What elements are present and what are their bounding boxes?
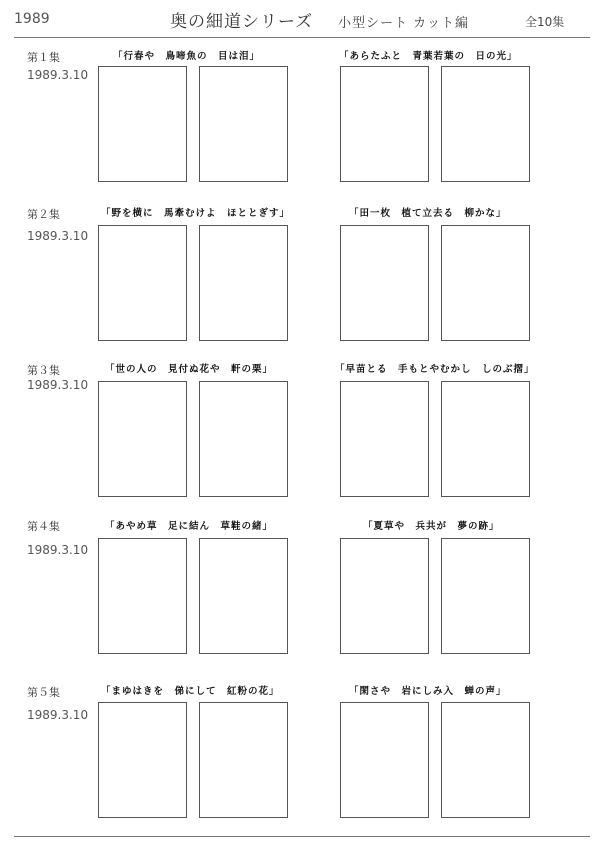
header-rule bbox=[14, 37, 590, 38]
stamp-frame bbox=[199, 702, 288, 818]
stamp-frame bbox=[441, 381, 530, 497]
haiku-left: 「行春や 鳥啼魚の 目は泪」 bbox=[113, 51, 261, 62]
page-title: 奥の細道シリーズ bbox=[170, 12, 314, 32]
haiku-right: 「早苗とる 手もとやむかし しのぶ摺」 bbox=[335, 364, 535, 375]
haiku-right: 「閑さや 岩にしみ入 蝉の声」 bbox=[349, 686, 507, 697]
series-label: 第１集 bbox=[27, 51, 60, 64]
haiku-right: 「田一枚 植て立去る 柳かな」 bbox=[349, 208, 507, 219]
stamp-frame bbox=[441, 225, 530, 341]
series-count: 全10集 bbox=[525, 15, 565, 29]
stamp-frame bbox=[199, 538, 288, 654]
haiku-right: 「夏草や 兵共が 夢の跡」 bbox=[363, 521, 500, 532]
stamp-frame bbox=[340, 538, 429, 654]
haiku-left: 「あやめ草 足に結ん 草鞋の緒」 bbox=[105, 521, 274, 532]
stamp-frame bbox=[98, 381, 187, 497]
stamp-frame bbox=[98, 702, 187, 818]
series-label: 第３集 bbox=[27, 364, 60, 377]
haiku-left: 「まゆはきを 俤にして 紅粉の花」 bbox=[101, 686, 280, 697]
haiku-right: 「あらたふと 青葉若葉の 日の光」 bbox=[339, 51, 518, 62]
year-label: 1989 bbox=[14, 11, 50, 27]
stamp-frame bbox=[340, 702, 429, 818]
haiku-left: 「世の人の 見付ぬ花や 軒の栗」 bbox=[105, 364, 274, 375]
haiku-left: 「野を横に 馬牽むけよ ほととぎす」 bbox=[101, 208, 291, 219]
stamp-frame bbox=[98, 66, 187, 182]
series-date: 1989.3.10 bbox=[27, 68, 89, 82]
footer-rule bbox=[14, 836, 590, 837]
series-date: 1989.3.10 bbox=[27, 229, 89, 243]
series-date: 1989.3.10 bbox=[27, 543, 89, 557]
stamp-frame bbox=[441, 66, 530, 182]
stamp-frame bbox=[98, 538, 187, 654]
series-label: 第５集 bbox=[27, 686, 60, 699]
stamp-frame bbox=[199, 381, 288, 497]
series-label: 第２集 bbox=[27, 208, 60, 221]
series-date: 1989.3.10 bbox=[27, 708, 89, 722]
stamp-frame bbox=[340, 66, 429, 182]
stamp-frame bbox=[441, 538, 530, 654]
stamp-frame bbox=[199, 66, 288, 182]
series-label: 第４集 bbox=[27, 520, 60, 533]
series-date: 1989.3.10 bbox=[27, 378, 89, 392]
page-subtitle: 小型シート カット編 bbox=[338, 16, 470, 31]
stamp-frame bbox=[340, 225, 429, 341]
stamp-frame bbox=[441, 702, 530, 818]
stamp-frame bbox=[98, 225, 187, 341]
stamp-frame bbox=[340, 381, 429, 497]
stamp-frame bbox=[199, 225, 288, 341]
